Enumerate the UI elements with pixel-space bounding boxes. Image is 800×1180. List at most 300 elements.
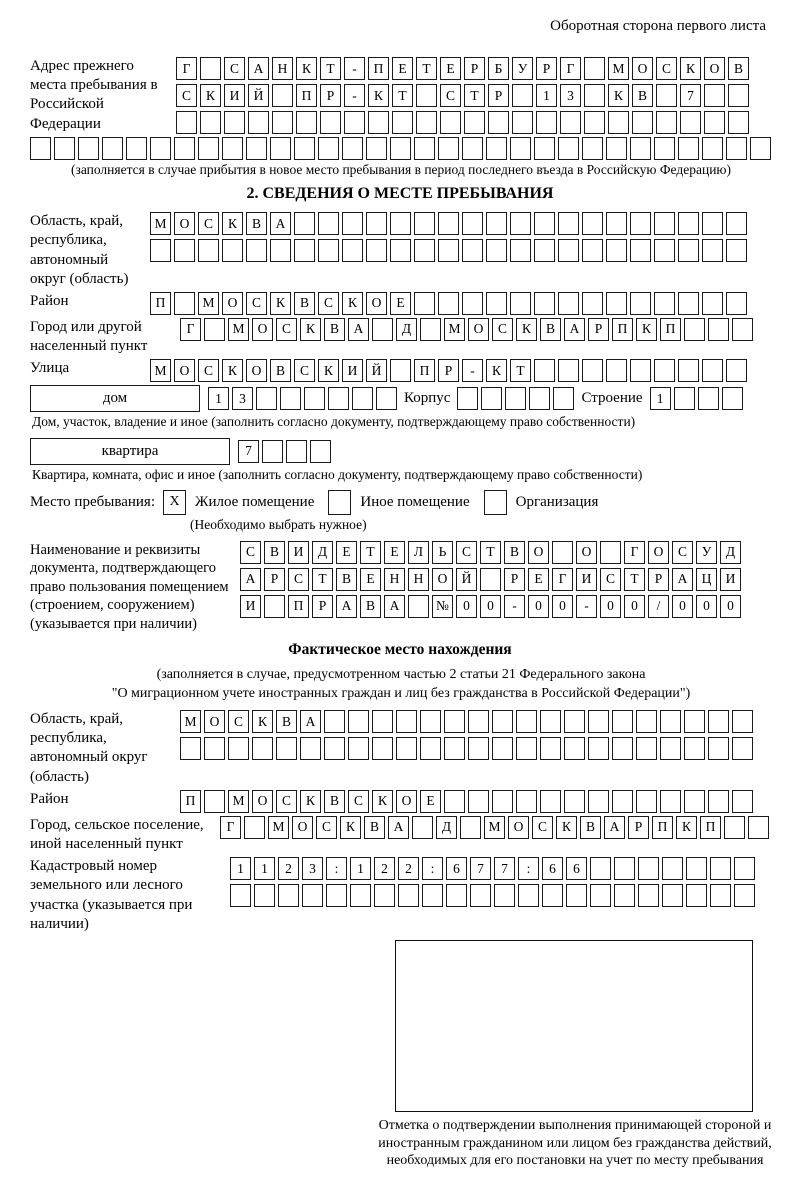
char-cell[interactable] (414, 239, 435, 262)
char-cell[interactable] (230, 884, 251, 907)
char-cell[interactable]: С (600, 568, 621, 591)
char-cell[interactable] (492, 790, 513, 813)
char-cell[interactable] (294, 212, 315, 235)
char-cell[interactable] (270, 239, 291, 262)
char-cell[interactable]: К (318, 359, 339, 382)
char-cell[interactable]: Н (272, 57, 293, 80)
char-cell[interactable] (660, 737, 681, 760)
char-cell[interactable]: Т (320, 57, 341, 80)
char-cell[interactable] (638, 857, 659, 880)
char-cell[interactable]: / (648, 595, 669, 618)
char-cell[interactable]: А (672, 568, 693, 591)
char-cell[interactable] (680, 111, 701, 134)
char-cell[interactable]: М (150, 212, 171, 235)
char-cell[interactable]: Ц (696, 568, 717, 591)
char-cell[interactable] (254, 884, 275, 907)
char-cell[interactable]: К (300, 318, 321, 341)
char-cell[interactable] (734, 884, 755, 907)
char-cell[interactable]: 0 (480, 595, 501, 618)
char-cell[interactable]: С (316, 816, 337, 839)
char-cell[interactable] (564, 790, 585, 813)
char-cell[interactable]: А (604, 816, 625, 839)
char-cell[interactable]: 0 (624, 595, 645, 618)
char-cell[interactable]: С (240, 541, 261, 564)
char-cell[interactable] (318, 239, 339, 262)
char-cell[interactable] (516, 737, 537, 760)
char-cell[interactable] (492, 710, 513, 733)
char-cell[interactable]: 7 (238, 440, 259, 463)
char-cell[interactable] (702, 292, 723, 315)
char-cell[interactable] (678, 212, 699, 235)
char-cell[interactable]: № (432, 595, 453, 618)
char-cell[interactable] (486, 292, 507, 315)
char-cell[interactable] (674, 387, 695, 410)
char-cell[interactable] (686, 857, 707, 880)
char-cell[interactable] (342, 137, 363, 160)
char-cell[interactable]: О (292, 816, 313, 839)
char-cell[interactable] (486, 212, 507, 235)
char-cell[interactable] (446, 884, 467, 907)
char-cell[interactable]: О (174, 359, 195, 382)
char-cell[interactable]: : (422, 857, 443, 880)
char-cell[interactable] (300, 737, 321, 760)
char-cell[interactable] (582, 359, 603, 382)
char-cell[interactable] (414, 292, 435, 315)
char-cell[interactable] (204, 318, 225, 341)
char-cell[interactable] (606, 359, 627, 382)
char-cell[interactable] (462, 212, 483, 235)
char-cell[interactable]: А (348, 318, 369, 341)
char-cell[interactable] (272, 84, 293, 107)
char-cell[interactable] (638, 884, 659, 907)
char-cell[interactable] (582, 292, 603, 315)
char-cell[interactable]: К (676, 816, 697, 839)
char-cell[interactable]: И (342, 359, 363, 382)
char-cell[interactable] (174, 239, 195, 262)
char-cell[interactable]: Р (320, 84, 341, 107)
char-cell[interactable]: В (580, 816, 601, 839)
char-cell[interactable]: К (222, 212, 243, 235)
char-cell[interactable]: О (468, 318, 489, 341)
char-cell[interactable] (376, 387, 397, 410)
char-cell[interactable]: Р (488, 84, 509, 107)
char-cell[interactable]: О (508, 816, 529, 839)
char-cell[interactable] (488, 111, 509, 134)
char-cell[interactable]: В (632, 84, 653, 107)
char-cell[interactable] (228, 737, 249, 760)
char-cell[interactable] (726, 359, 747, 382)
char-cell[interactable]: Е (360, 568, 381, 591)
char-cell[interactable] (470, 884, 491, 907)
char-cell[interactable] (174, 137, 195, 160)
char-cell[interactable]: К (680, 57, 701, 80)
char-cell[interactable] (372, 318, 393, 341)
char-cell[interactable] (710, 857, 731, 880)
char-cell[interactable] (612, 737, 633, 760)
char-cell[interactable]: К (252, 710, 273, 733)
char-cell[interactable] (732, 318, 753, 341)
char-cell[interactable]: М (228, 318, 249, 341)
char-cell[interactable]: О (222, 292, 243, 315)
char-cell[interactable]: С (276, 790, 297, 813)
char-cell[interactable] (534, 359, 555, 382)
char-cell[interactable]: В (540, 318, 561, 341)
char-cell[interactable] (468, 710, 489, 733)
char-cell[interactable] (558, 239, 579, 262)
char-cell[interactable] (264, 595, 285, 618)
char-cell[interactable]: Т (624, 568, 645, 591)
char-cell[interactable] (444, 790, 465, 813)
char-cell[interactable]: И (224, 84, 245, 107)
char-cell[interactable]: 2 (278, 857, 299, 880)
char-cell[interactable] (222, 239, 243, 262)
char-cell[interactable] (614, 857, 635, 880)
char-cell[interactable]: К (222, 359, 243, 382)
char-cell[interactable]: К (270, 292, 291, 315)
char-cell[interactable] (656, 84, 677, 107)
char-cell[interactable]: Р (312, 595, 333, 618)
char-cell[interactable]: 2 (374, 857, 395, 880)
char-cell[interactable]: 3 (560, 84, 581, 107)
char-cell[interactable] (198, 239, 219, 262)
char-cell[interactable]: Р (464, 57, 485, 80)
char-cell[interactable]: 0 (696, 595, 717, 618)
char-cell[interactable] (728, 84, 749, 107)
char-cell[interactable] (654, 212, 675, 235)
char-cell[interactable] (30, 137, 51, 160)
char-cell[interactable]: М (180, 710, 201, 733)
char-cell[interactable]: А (270, 212, 291, 235)
char-cell[interactable] (310, 440, 331, 463)
char-cell[interactable] (348, 710, 369, 733)
char-cell[interactable]: П (700, 816, 721, 839)
char-cell[interactable]: И (720, 568, 741, 591)
char-cell[interactable] (366, 137, 387, 160)
char-cell[interactable]: С (228, 710, 249, 733)
char-cell[interactable]: С (656, 57, 677, 80)
char-cell[interactable]: - (504, 595, 525, 618)
char-cell[interactable]: В (360, 595, 381, 618)
char-cell[interactable]: Т (464, 84, 485, 107)
char-cell[interactable] (636, 710, 657, 733)
char-cell[interactable] (222, 137, 243, 160)
char-cell[interactable]: И (288, 541, 309, 564)
char-cell[interactable] (198, 137, 219, 160)
char-cell[interactable] (654, 239, 675, 262)
char-cell[interactable]: С (348, 790, 369, 813)
char-cell[interactable] (654, 292, 675, 315)
char-cell[interactable]: Р (648, 568, 669, 591)
char-cell[interactable]: У (512, 57, 533, 80)
char-cell[interactable] (726, 212, 747, 235)
char-cell[interactable] (464, 111, 485, 134)
char-cell[interactable]: М (484, 816, 505, 839)
char-cell[interactable]: О (432, 568, 453, 591)
char-cell[interactable] (396, 737, 417, 760)
char-cell[interactable] (350, 884, 371, 907)
char-cell[interactable] (296, 111, 317, 134)
char-cell[interactable]: М (228, 790, 249, 813)
char-cell[interactable] (710, 884, 731, 907)
char-cell[interactable] (632, 111, 653, 134)
char-cell[interactable]: 6 (566, 857, 587, 880)
char-cell[interactable] (678, 239, 699, 262)
char-cell[interactable]: - (462, 359, 483, 382)
char-cell[interactable] (662, 884, 683, 907)
char-cell[interactable] (606, 137, 627, 160)
char-cell[interactable] (408, 595, 429, 618)
char-cell[interactable] (204, 790, 225, 813)
char-cell[interactable]: А (336, 595, 357, 618)
char-cell[interactable] (702, 137, 723, 160)
char-cell[interactable] (612, 790, 633, 813)
char-cell[interactable] (318, 137, 339, 160)
char-cell[interactable] (246, 239, 267, 262)
char-cell[interactable] (256, 387, 277, 410)
char-cell[interactable]: П (652, 816, 673, 839)
char-cell[interactable]: 0 (600, 595, 621, 618)
char-cell[interactable]: К (200, 84, 221, 107)
char-cell[interactable] (582, 239, 603, 262)
char-cell[interactable]: С (456, 541, 477, 564)
char-cell[interactable]: В (324, 318, 345, 341)
char-cell[interactable] (728, 111, 749, 134)
char-cell[interactable]: Т (312, 568, 333, 591)
char-cell[interactable] (200, 57, 221, 80)
char-cell[interactable]: Е (336, 541, 357, 564)
char-cell[interactable] (540, 737, 561, 760)
char-cell[interactable] (390, 137, 411, 160)
char-cell[interactable] (390, 239, 411, 262)
char-cell[interactable]: П (150, 292, 171, 315)
char-cell[interactable]: Р (504, 568, 525, 591)
char-cell[interactable] (660, 710, 681, 733)
char-cell[interactable] (684, 737, 705, 760)
char-cell[interactable] (420, 318, 441, 341)
char-cell[interactable] (372, 710, 393, 733)
char-cell[interactable] (748, 816, 769, 839)
char-cell[interactable] (390, 359, 411, 382)
char-cell[interactable]: Б (488, 57, 509, 80)
char-cell[interactable]: К (608, 84, 629, 107)
char-cell[interactable] (726, 239, 747, 262)
char-cell[interactable] (510, 137, 531, 160)
char-cell[interactable] (534, 239, 555, 262)
char-cell[interactable]: В (264, 541, 285, 564)
char-cell[interactable]: К (636, 318, 657, 341)
char-cell[interactable]: О (366, 292, 387, 315)
char-cell[interactable] (366, 239, 387, 262)
char-cell[interactable]: 7 (470, 857, 491, 880)
char-cell[interactable]: 3 (302, 857, 323, 880)
char-cell[interactable] (326, 884, 347, 907)
char-cell[interactable] (588, 790, 609, 813)
char-cell[interactable] (534, 212, 555, 235)
char-cell[interactable]: С (318, 292, 339, 315)
char-cell[interactable]: С (672, 541, 693, 564)
char-cell[interactable] (414, 212, 435, 235)
char-cell[interactable] (708, 318, 729, 341)
char-cell[interactable]: М (268, 816, 289, 839)
char-cell[interactable] (732, 710, 753, 733)
char-cell[interactable] (518, 884, 539, 907)
char-cell[interactable]: Г (560, 57, 581, 80)
char-cell[interactable]: П (612, 318, 633, 341)
char-cell[interactable] (348, 737, 369, 760)
char-cell[interactable]: Д (720, 541, 741, 564)
char-cell[interactable] (494, 884, 515, 907)
char-cell[interactable] (582, 212, 603, 235)
char-cell[interactable] (438, 137, 459, 160)
char-cell[interactable] (630, 212, 651, 235)
char-cell[interactable] (732, 790, 753, 813)
char-cell[interactable] (252, 737, 273, 760)
char-cell[interactable] (600, 541, 621, 564)
char-cell[interactable] (246, 137, 267, 160)
char-cell[interactable]: А (248, 57, 269, 80)
char-cell[interactable] (200, 111, 221, 134)
char-cell[interactable] (272, 111, 293, 134)
char-cell[interactable] (392, 111, 413, 134)
char-cell[interactable]: Н (408, 568, 429, 591)
char-cell[interactable] (722, 387, 743, 410)
char-cell[interactable]: Т (360, 541, 381, 564)
char-cell[interactable] (702, 212, 723, 235)
char-cell[interactable] (262, 440, 283, 463)
char-cell[interactable] (304, 387, 325, 410)
char-cell[interactable]: А (388, 816, 409, 839)
char-cell[interactable]: 6 (446, 857, 467, 880)
char-cell[interactable]: К (342, 292, 363, 315)
char-cell[interactable] (462, 292, 483, 315)
char-cell[interactable] (398, 884, 419, 907)
char-cell[interactable]: С (198, 359, 219, 382)
char-cell[interactable] (630, 239, 651, 262)
char-cell[interactable] (248, 111, 269, 134)
char-cell[interactable] (462, 239, 483, 262)
char-cell[interactable] (244, 816, 265, 839)
char-cell[interactable]: В (270, 359, 291, 382)
char-cell[interactable]: 6 (542, 857, 563, 880)
char-cell[interactable]: О (632, 57, 653, 80)
char-cell[interactable] (344, 111, 365, 134)
char-cell[interactable] (558, 292, 579, 315)
char-cell[interactable]: Т (510, 359, 531, 382)
char-cell[interactable] (224, 111, 245, 134)
char-cell[interactable] (590, 884, 611, 907)
char-cell[interactable]: Е (392, 57, 413, 80)
char-cell[interactable] (318, 212, 339, 235)
char-cell[interactable] (280, 387, 301, 410)
char-cell[interactable] (516, 790, 537, 813)
char-cell[interactable]: 0 (552, 595, 573, 618)
char-cell[interactable] (438, 292, 459, 315)
char-cell[interactable] (678, 137, 699, 160)
char-cell[interactable]: О (648, 541, 669, 564)
char-cell[interactable] (460, 816, 481, 839)
char-cell[interactable] (150, 239, 171, 262)
char-cell[interactable] (412, 816, 433, 839)
char-cell[interactable]: Г (176, 57, 197, 80)
char-cell[interactable] (294, 239, 315, 262)
char-cell[interactable]: Р (264, 568, 285, 591)
char-cell[interactable]: 2 (398, 857, 419, 880)
char-cell[interactable] (566, 884, 587, 907)
char-cell[interactable]: Г (220, 816, 241, 839)
char-cell[interactable] (684, 318, 705, 341)
char-cell[interactable]: Е (384, 541, 405, 564)
char-cell[interactable]: Д (312, 541, 333, 564)
char-cell[interactable] (468, 737, 489, 760)
char-cell[interactable]: Й (366, 359, 387, 382)
char-cell[interactable]: : (326, 857, 347, 880)
char-cell[interactable]: М (198, 292, 219, 315)
char-cell[interactable]: П (660, 318, 681, 341)
char-cell[interactable] (416, 84, 437, 107)
char-cell[interactable] (588, 737, 609, 760)
char-cell[interactable] (636, 737, 657, 760)
char-cell[interactable]: Д (396, 318, 417, 341)
char-cell[interactable]: 1 (208, 387, 229, 410)
char-cell[interactable] (414, 137, 435, 160)
char-cell[interactable] (588, 710, 609, 733)
char-cell[interactable]: О (246, 359, 267, 382)
other-premises-checkbox[interactable] (328, 490, 351, 515)
char-cell[interactable] (552, 541, 573, 564)
char-cell[interactable] (390, 212, 411, 235)
char-cell[interactable] (560, 111, 581, 134)
char-cell[interactable]: Л (408, 541, 429, 564)
char-cell[interactable] (608, 111, 629, 134)
char-cell[interactable] (492, 737, 513, 760)
char-cell[interactable] (516, 710, 537, 733)
char-cell[interactable] (180, 737, 201, 760)
char-cell[interactable] (372, 737, 393, 760)
char-cell[interactable] (150, 137, 171, 160)
char-cell[interactable]: Г (552, 568, 573, 591)
char-cell[interactable]: 7 (494, 857, 515, 880)
char-cell[interactable] (368, 111, 389, 134)
char-cell[interactable] (630, 359, 651, 382)
char-cell[interactable]: К (296, 57, 317, 80)
char-cell[interactable] (286, 440, 307, 463)
char-cell[interactable]: Т (392, 84, 413, 107)
char-cell[interactable]: С (492, 318, 513, 341)
char-cell[interactable]: М (444, 318, 465, 341)
char-cell[interactable] (174, 292, 195, 315)
char-cell[interactable]: Р (438, 359, 459, 382)
char-cell[interactable] (457, 387, 478, 410)
char-cell[interactable] (78, 137, 99, 160)
char-cell[interactable]: 0 (456, 595, 477, 618)
char-cell[interactable] (352, 387, 373, 410)
char-cell[interactable]: К (486, 359, 507, 382)
char-cell[interactable]: О (576, 541, 597, 564)
char-cell[interactable] (276, 737, 297, 760)
char-cell[interactable] (584, 57, 605, 80)
char-cell[interactable] (505, 387, 526, 410)
char-cell[interactable]: П (414, 359, 435, 382)
char-cell[interactable] (481, 387, 502, 410)
char-cell[interactable]: О (252, 790, 273, 813)
char-cell[interactable]: Е (390, 292, 411, 315)
char-cell[interactable] (540, 710, 561, 733)
char-cell[interactable] (542, 884, 563, 907)
char-cell[interactable]: В (336, 568, 357, 591)
char-cell[interactable] (468, 790, 489, 813)
char-cell[interactable] (724, 816, 745, 839)
char-cell[interactable] (660, 790, 681, 813)
